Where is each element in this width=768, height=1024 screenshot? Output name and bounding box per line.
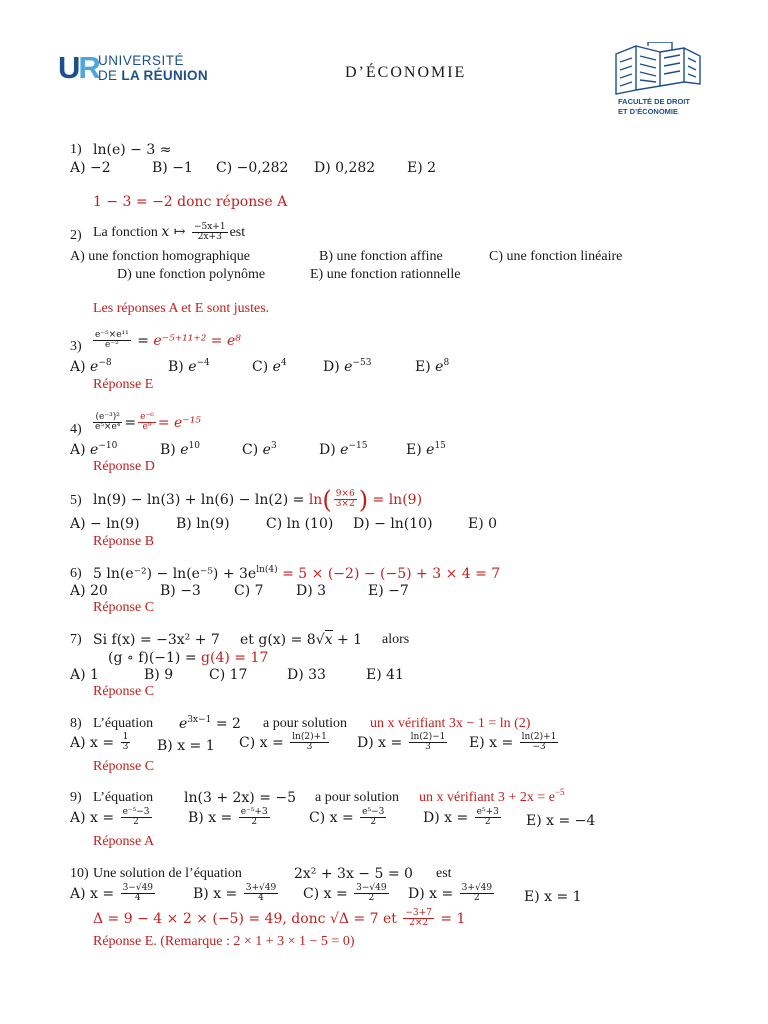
q8-option-a: A) x = $\frac{1}{3}$ [70, 732, 129, 753]
q4-option-a: A) $e^{-10}$ [70, 441, 118, 458]
q2-answer: Les réponses A et E sont justes. [93, 301, 270, 316]
q10-number: 10) [70, 866, 89, 881]
q3-number: 3) [70, 339, 82, 354]
q10-answer: Réponse E. (Remarque : 2 × 1 + 3 × 1 − 5 = 0) [93, 934, 355, 949]
faculty-logo [612, 42, 704, 136]
q8-option-b: B) x = 1 [157, 738, 215, 754]
q1-option-d: D) 0,282 [314, 160, 376, 176]
q10-question-eq: 2x² + 3x − 5 = 0 [294, 866, 413, 882]
q7-option-a: A) 1 [70, 667, 99, 683]
q6-option-e: E) −7 [368, 583, 409, 599]
q9-number: 9) [70, 790, 82, 805]
q2-option-c: C) une fonction linéaire [489, 249, 623, 264]
q1-option-b: B) −1 [152, 160, 193, 176]
q3-answer: Réponse E [93, 377, 154, 392]
q1-option-e: E) 2 [407, 160, 437, 176]
q5-question: ln(9) − ln(3) + ln(6) − ln(2) = ln( $\frac{9\times 6}{3\times 2}$ ) = ln(9) [93, 485, 423, 514]
q10-option-e: E) x = 1 [524, 889, 582, 905]
q7-option-d: D) 33 [287, 667, 326, 683]
q7-option-b: B) 9 [144, 667, 174, 683]
q10-option-a: A) x = $\frac{3-√49}{4}$ [70, 883, 154, 904]
faculty-logo-line1: FACULTÉ DE DROIT [618, 97, 690, 106]
q9-answer: Réponse A [93, 834, 155, 849]
university-name-line2: DE LA RÉUNION [98, 68, 208, 83]
q3-option-c: C) $e^4$ [252, 358, 287, 375]
q8-option-e: E) x = $\frac{\ln(2)+1}{-3}$ [469, 732, 557, 753]
q5-option-b: B) ln(9) [176, 516, 230, 532]
q4-option-c: C) $e^3$ [242, 441, 277, 458]
q6-question: 5 $\ln(e^{-2}) - \ln(e^{-5}) + 3e^{ln(4)} = 5 \times (-2) - (-5) + 3 \times 4 = 7$ [93, 565, 501, 582]
q8-number: 8) [70, 716, 82, 731]
q8-question-eq: $e^{3x-1} = 2$ [179, 715, 241, 732]
university-name-line1: UNIVERSITÉ [98, 53, 185, 68]
q5-option-e: E) 0 [468, 516, 498, 532]
q7-answer: Réponse C [93, 684, 155, 699]
q3-option-b: B) $e^{-4}$ [168, 358, 210, 375]
q7-question-f: Si f(x) = −3x² + 7 [93, 632, 220, 648]
q5-option-a: A) − ln(9) [70, 516, 140, 532]
q7-option-c: C) 17 [209, 667, 248, 683]
q8-option-c: C) x = $\frac{\ln(2)+1}{3}$ [239, 732, 327, 753]
q6-option-c: C) 7 [234, 583, 264, 599]
q7-composition: (g ∘ f)(−1) = g(4) = 17 [108, 650, 269, 666]
q3-option-d: D) $e^{-53}$ [323, 358, 372, 375]
q9-question-eq: ln(3 + 2x) = −5 [184, 790, 297, 806]
q1-answer: 1 − 3 = −2 donc réponse A [93, 194, 288, 210]
q8-question-red: un x vérifiant 3x − 1 = ln (2) [370, 716, 531, 731]
q5-answer: Réponse B [93, 534, 155, 549]
q5-number: 5) [70, 493, 82, 508]
q6-option-d: D) 3 [296, 583, 327, 599]
q8-answer: Réponse C [93, 759, 155, 774]
q2-question: La fonction x ↦ $\frac{-5x+1}{2x+3}$ est [93, 222, 246, 243]
q8-question-mid: a pour solution [263, 716, 347, 731]
q6-number: 6) [70, 566, 82, 581]
q3-option-e: E) $e^8$ [415, 358, 450, 375]
q2-number: 2) [70, 228, 82, 243]
q3-option-a: A) $e^{-8}$ [70, 358, 112, 375]
q4-answer: Réponse D [93, 459, 155, 474]
ur-logo-mark: UR [58, 50, 99, 85]
q2-option-d: D) une fonction polynôme [117, 267, 266, 282]
q8-option-d: D) x = $\frac{\ln(2)-1}{3}$ [357, 732, 446, 753]
q4-option-e: E) $e^{15}$ [406, 441, 446, 458]
q3-question: $\frac{\text{e⁻⁵×e¹¹}}{\text{e⁻²}}$ = e⁻⁵⁺¹¹⁺² = e⁸ [95, 330, 241, 351]
q6-option-b: B) −3 [160, 583, 201, 599]
q9-option-c: C) x = $\frac{\text{e⁵−3}}{2}$ [309, 807, 385, 828]
q4-number: 4) [70, 422, 82, 437]
q7-question-alors: alors [382, 632, 410, 647]
q10-question-post: est [436, 866, 452, 881]
q2-option-b: B) une fonction affine [319, 249, 443, 264]
q2-option-a: A) une fonction homographique [70, 249, 251, 264]
q9-question-red: un x vérifiant $3 + 2x = e^{-5}$ [419, 787, 565, 805]
q9-question-pre: L’équation [93, 790, 154, 805]
q2-option-e: E) une fonction rationnelle [310, 267, 461, 282]
q7-number: 7) [70, 632, 82, 647]
q10-delta: Δ = 9 − 4 × 2 × (−5) = 49, donc √Δ = 7 et $\frac{-3+7}{2\times 2}$ = 1 [93, 908, 466, 929]
q5-option-d: D) − ln(10) [353, 516, 433, 532]
q1-option-a: A) −2 [70, 160, 111, 176]
q7-question-g: et g(x) = 8√x + 1 [240, 632, 363, 648]
q1-option-c: C) −0,282 [216, 160, 289, 176]
q10-option-d: D) x = $\frac{3+√49}{2}$ [408, 883, 493, 904]
document-title: D’ÉCONOMIE [345, 64, 467, 81]
q4-option-d: D) $e^{-15}$ [319, 441, 368, 458]
q4-question: $\frac{\text{(e⁻³)²}}{\text{e⁵×e⁴}}$ = $\frac{\text{e⁻⁶}}{\text{e⁹}}$ = e⁻¹⁵ [95, 412, 201, 433]
q9-option-b: B) x = $\frac{\text{e⁻⁵+3}}{2}$ [188, 807, 268, 828]
q9-option-d: D) x = $\frac{\text{e⁵+3}}{2}$ [423, 807, 499, 828]
q10-option-c: C) x = $\frac{3-√49}{2}$ [303, 883, 387, 904]
q6-option-a: A) 20 [70, 583, 108, 599]
q7-option-e: E) 41 [366, 667, 404, 683]
q4-option-b: B) $e^{10}$ [160, 441, 200, 458]
q8-question-pre: L’équation [93, 716, 154, 731]
q10-question-pre: Une solution de l’équation [93, 866, 242, 881]
q1-question: ln(e) − 3 ≈ [93, 142, 172, 158]
q9-option-e: E) x = −4 [526, 813, 596, 829]
q5-option-c: C) ln (10) [266, 516, 334, 532]
q10-option-b: B) x = $\frac{3+√49}{4}$ [193, 883, 277, 904]
q6-answer: Réponse C [93, 600, 155, 615]
q9-question-mid: a pour solution [315, 790, 399, 805]
q9-option-a: A) x = $\frac{\text{e⁻⁵−3}}{2}$ [70, 807, 150, 828]
q1-number: 1) [70, 142, 82, 157]
faculty-logo-line2: ET D’ÉCONOMIE [618, 107, 679, 116]
